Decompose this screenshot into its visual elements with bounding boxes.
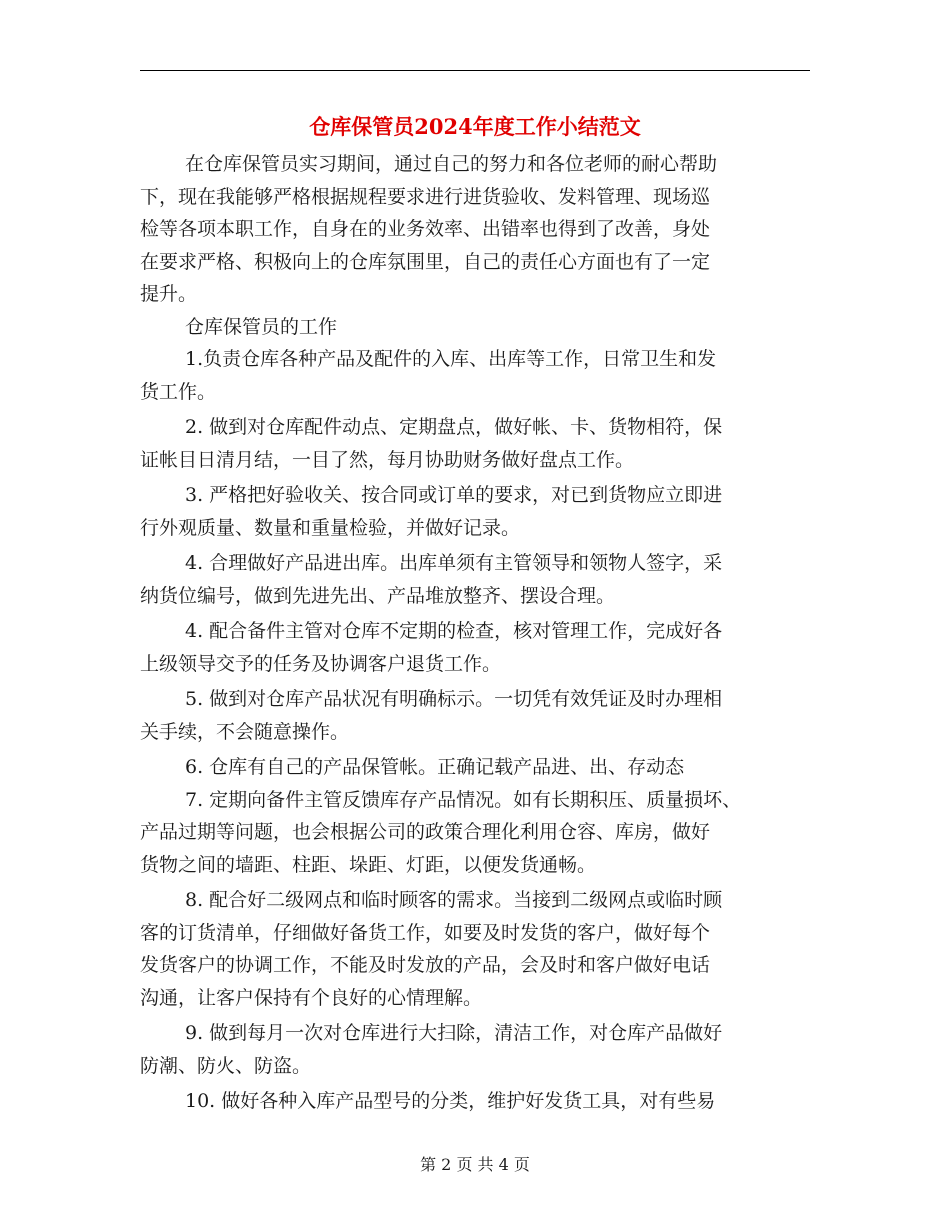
paragraph-line: 4. 合理做好产品进出库。出库单须有主管领导和领物人签字，采 (185, 552, 723, 574)
paragraph-line: 货工作。 (140, 380, 217, 403)
paragraph-line: 5. 做到对仓库产品状况有明确标示。一切凭有效凭证及时办理相 (185, 688, 723, 710)
paragraph-line: 6. 仓库有自己的产品保管帐。正确记载产品进、出、存动态 (185, 756, 685, 778)
paragraph-line: 3. 严格把好验收关、按合同或订单的要求，对已到货物应立即进 (185, 484, 723, 506)
section-heading: 仓库保管员的工作 (185, 315, 338, 338)
paragraph-line: 检等各项本职工作，自身在的业务效率、出错率也得到了改善，身处 (140, 218, 711, 240)
paragraph-line: 2. 做到对仓库配件动点、定期盘点，做好帐、卡、货物相符，保 (185, 416, 723, 438)
document-body (140, 148, 820, 1118)
paragraph-line: 行外观质量、数量和重量检验，并做好记录。 (140, 516, 521, 539)
paragraph-line: 客的订货清单，仔细做好备货工作，如要及时发货的客户，做好每个 (140, 921, 711, 944)
paragraph-line: 9. 做到每月一次对仓库进行大扫除，清洁工作，对仓库产品做好 (185, 1022, 723, 1044)
paragraph-line: 产品过期等问题，也会根据公司的政策合理化利用仓容、库房，做好 (140, 821, 711, 843)
paragraph-line: 在要求严格、积极向上的仓库氛围里，自己的责任心方面也有了一定 (140, 250, 711, 273)
paragraph-line: 货物之间的墙距、柱距、垛距、灯距，以便发货通畅。 (140, 853, 597, 876)
document-title: 仓库保管员2024年度工作小结范文 (309, 114, 641, 139)
paragraph-line: 8. 配合好二级网点和临时顾客的需求。当接到二级网点或临时顾 (185, 889, 723, 911)
paragraph-line: 10. 做好各种入库产品型号的分类，维护好发货工具，对有些易 (185, 1090, 716, 1112)
paragraph-line: 提升。 (140, 283, 198, 305)
paragraph-line: 7. 定期向备件主管反馈库存产品情况。如有长期积压、质量损坏、 (185, 788, 742, 811)
paragraph-line: 4. 配合备件主管对仓库不定期的检查，核对管理工作，完成好各 (185, 620, 723, 642)
paragraph-line: 证帐目日清月结，一目了然，每月协助财务做好盘点工作。 (140, 448, 635, 471)
paragraph-line: 上级领导交予的任务及协调客户退货工作。 (140, 652, 502, 675)
paragraph-line: 纳货位编号，做到先进先出、产品堆放整齐、摆设合理。 (140, 584, 616, 607)
paragraph-line: 1.负责仓库各种产品及配件的入库、出库等工作，日常卫生和发 (185, 348, 717, 370)
header-rule (140, 70, 810, 71)
page-footer: 第 2 页 共 4 页 (420, 1155, 530, 1174)
paragraph-line: 下，现在我能够严格根据规程要求进行进货验收、发料管理、现场巡 (140, 185, 711, 208)
paragraph-line: 防潮、防火、防盗。 (140, 1054, 312, 1077)
paragraph-line: 沟通，让客户保持有个良好的心情理解。 (140, 986, 483, 1009)
paragraph-line: 发货客户的协调工作，不能及时发放的产品，会及时和客户做好电话 (140, 954, 711, 976)
paragraph-line: 关手续，不会随意操作。 (140, 720, 350, 743)
paragraph-line: 在仓库保管员实习期间，通过自己的努力和各位老师的耐心帮助 (185, 153, 718, 175)
